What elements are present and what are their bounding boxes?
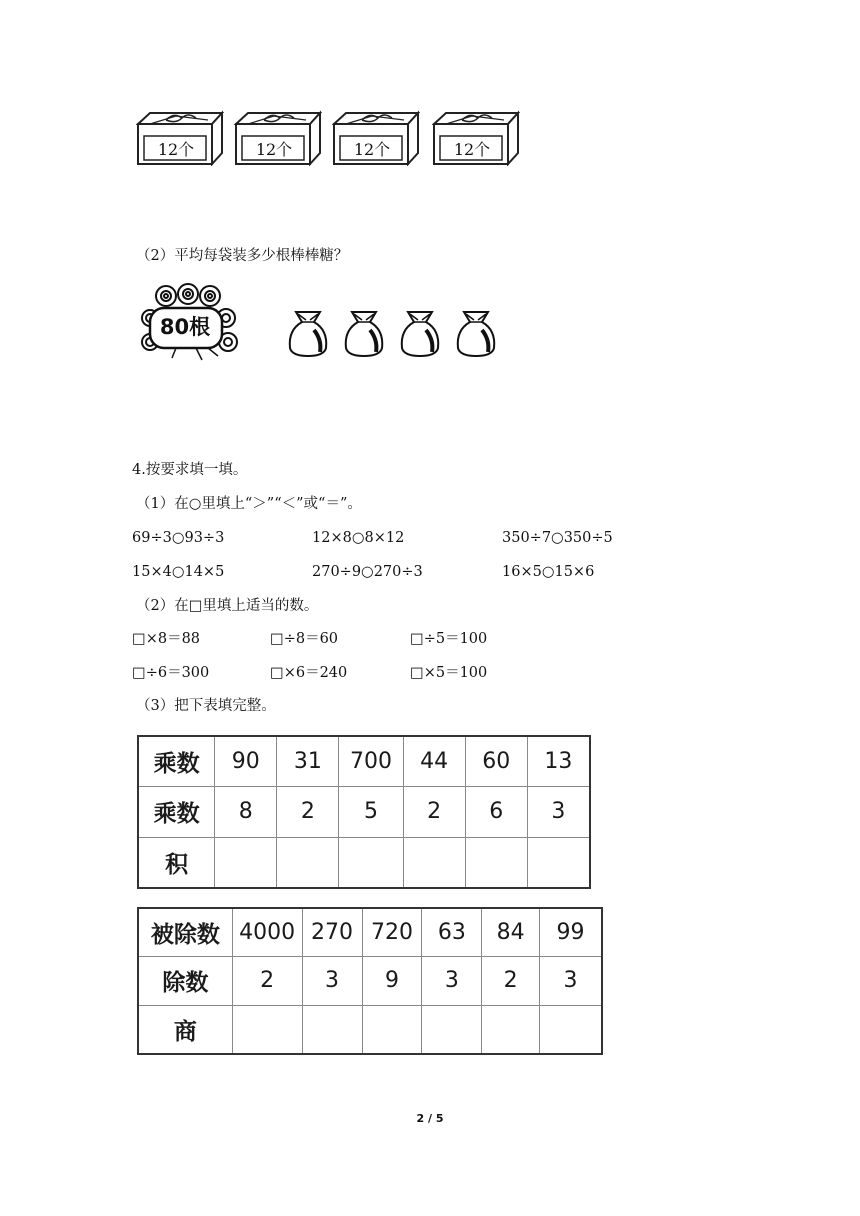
table-header-cell: 被除数 <box>139 909 233 957</box>
bag-icon <box>452 308 500 358</box>
candy-count-label: 80根 <box>159 315 211 339</box>
page-number: 2 / 5 <box>416 1112 444 1125</box>
table-row <box>139 909 602 957</box>
table-cell: 2 <box>277 787 339 837</box>
table-cell: 6 <box>465 787 527 837</box>
table-header-cell: 商 <box>139 1005 233 1053</box>
table-cell: 720 <box>362 909 422 957</box>
table-cell: 9 <box>362 957 422 1005</box>
bag <box>452 308 500 358</box>
part-1-title: （1）在○里填上“＞”“＜”或“＝”。 <box>136 496 362 512</box>
compare-item: 12×8○8×12 <box>312 530 405 546</box>
compare-item: 16×5○15×6 <box>502 564 595 580</box>
table-header-cell: 除数 <box>139 957 233 1005</box>
multiplication-table <box>138 736 590 888</box>
table-cell: 44 <box>403 737 465 787</box>
table-header-cell: 乘数 <box>139 737 215 787</box>
table-row <box>139 787 590 837</box>
table-cell: 2 <box>232 957 302 1005</box>
bag <box>340 308 388 358</box>
table-cell: 84 <box>482 909 540 957</box>
gift-box <box>136 110 224 166</box>
table-cell: 3 <box>302 957 362 1005</box>
bag <box>284 308 332 358</box>
table-row <box>139 1005 602 1053</box>
table-cell: 8 <box>215 787 277 837</box>
fill-item: □×5＝100 <box>410 665 488 681</box>
fill-item: □÷6＝300 <box>132 665 210 681</box>
table-cell: 99 <box>540 909 602 957</box>
fill-item: □÷5＝100 <box>410 631 488 647</box>
question-2-title: （2）平均每袋装多少根棒棒糖？ <box>136 248 349 264</box>
table-cell: 60 <box>465 737 527 787</box>
answer-cell[interactable] <box>362 1005 422 1053</box>
table-row <box>139 737 590 787</box>
table-cell: 63 <box>422 909 482 957</box>
table-cell: 13 <box>527 737 589 787</box>
answer-cell[interactable] <box>403 837 465 887</box>
table-cell: 90 <box>215 737 277 787</box>
table-cell: 2 <box>482 957 540 1005</box>
fill-item: □×8＝88 <box>132 631 201 647</box>
section-4-title: 4.按要求填一填。 <box>132 462 248 478</box>
part-3-title: （3）把下表填完整。 <box>136 698 276 714</box>
table-cell: 700 <box>339 737 403 787</box>
answer-cell[interactable] <box>465 837 527 887</box>
table-cell: 270 <box>302 909 362 957</box>
table-cell: 2 <box>403 787 465 837</box>
answer-cell[interactable] <box>422 1005 482 1053</box>
table-row <box>139 837 590 887</box>
answer-cell[interactable] <box>215 837 277 887</box>
table-header-cell: 乘数 <box>139 787 215 837</box>
table-cell: 3 <box>527 787 589 837</box>
table-cell: 31 <box>277 737 339 787</box>
fill-item: □×6＝240 <box>270 665 348 681</box>
answer-cell[interactable] <box>540 1005 602 1053</box>
lollipop-bundle <box>136 282 240 366</box>
table-cell: 5 <box>339 787 403 837</box>
answer-cell[interactable] <box>527 837 589 887</box>
box-label: 12个 <box>157 140 195 159</box>
division-table <box>138 908 602 1054</box>
answer-cell[interactable] <box>232 1005 302 1053</box>
box-label: 12个 <box>453 140 491 159</box>
table-cell: 4000 <box>232 909 302 957</box>
table-cell: 3 <box>540 957 602 1005</box>
gift-box <box>332 110 420 166</box>
part-2-title: （2）在□里填上适当的数。 <box>136 598 319 614</box>
box-label: 12个 <box>353 140 391 159</box>
gift-box <box>432 110 520 166</box>
bag-icon <box>284 308 332 358</box>
box-label: 12个 <box>255 140 293 159</box>
answer-cell[interactable] <box>302 1005 362 1053</box>
compare-item: 270÷9○270÷3 <box>312 564 423 580</box>
fill-item: □÷8＝60 <box>270 631 339 647</box>
table-cell: 3 <box>422 957 482 1005</box>
bag <box>396 308 444 358</box>
bag-icon <box>396 308 444 358</box>
bag-icon <box>340 308 388 358</box>
table-header-cell: 积 <box>139 837 215 887</box>
compare-item: 15×4○14×5 <box>132 564 225 580</box>
answer-cell[interactable] <box>339 837 403 887</box>
compare-item: 69÷3○93÷3 <box>132 530 225 546</box>
answer-cell[interactable] <box>482 1005 540 1053</box>
table-row <box>139 957 602 1005</box>
gift-box <box>234 110 322 166</box>
answer-cell[interactable] <box>277 837 339 887</box>
compare-item: 350÷7○350÷5 <box>502 530 613 546</box>
